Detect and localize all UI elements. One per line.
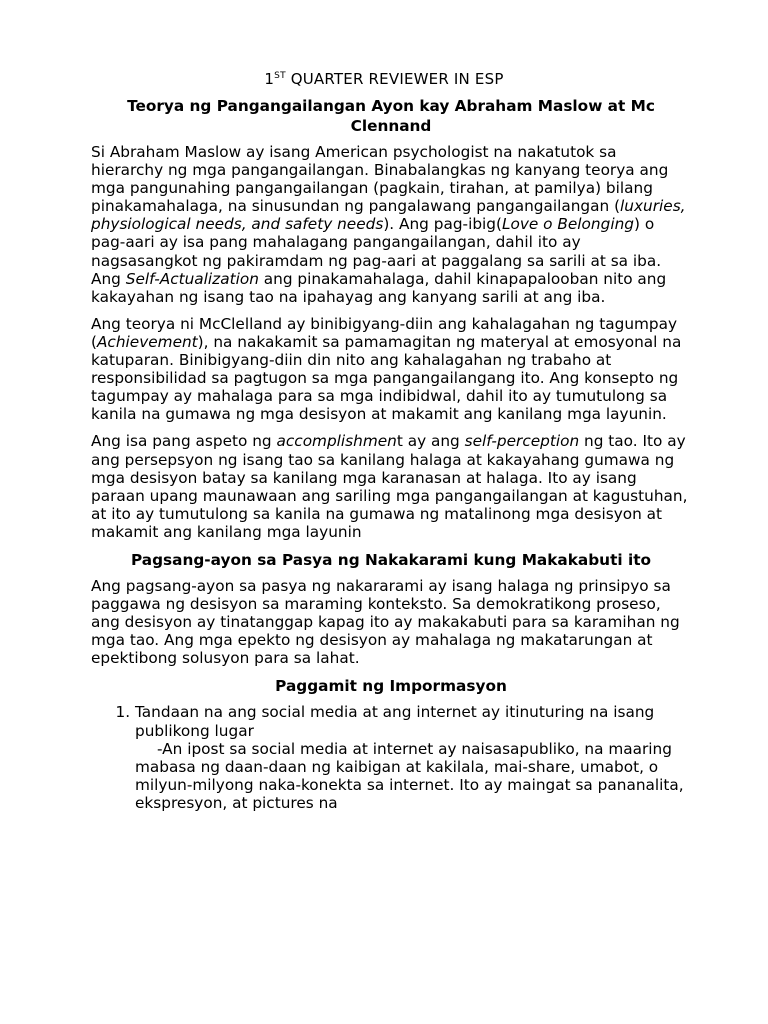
paragraph-self-perception: Ang isa pang aspeto ng accomplishment ay ang self-perception ng tao. Ito ay ang persepsyon ng isang tao sa kanilang halaga at kakayahang gumawa ng mga desisyon batay sa kanilang mga karanasan at halaga. Ito ay isang paraan upang maunawaan ang sariling mga pangangailangan at kagustuhan, at ito ay tumutulong sa kanila na gumawa ng matalinong mga desisyon at makamit ang kanilang mga layunin [91, 432, 688, 541]
paragraph-pagsang-ayon: Ang pagsang-ayon sa pasya ng nakararami ay isang halaga ng prinsipyo sa paggawa ng desisyon sa maraming konteksto. Sa demokratikong proseso, ang desisyon ay tinatanggap kapag ito ay makakabuti para sa karamihan ng mga tao. Ang mga epekto ng desisyon ay mahalaga ng makatarungan at epektibong solusyon para sa lahat. [91, 576, 680, 668]
document-title [0, 70, 768, 88]
list-item-detail: -An ipost sa social media at internet ay naisasapubliko, na maaring mabasa ng daan-daan ng kaibigan at kakilala, mai-share, umabot, o milyun-milyong naka-konekta sa internet. Ito ay maingat sa pananalita, ekspresyon, at pictures na [135, 739, 684, 812]
section-heading-impormasyon: Paggamit ng Impormasyon [275, 677, 507, 696]
title-text: QUARTER REVIEWER IN ESP [285, 70, 504, 88]
section-heading-pagsang-ayon: Pagsang-ayon sa Pasya ng Nakakarami kung Makakabuti ito [130, 550, 652, 569]
paragraph-mcclelland: Ang teorya ni McClelland ay binibigyang-diin ang kahalagahan ng tagumpay (Achievement), na nakakamit sa pamamagitan ng materyal at emosyonal na katuparan. Binibigyang-diin din nito ang kahalagahan ng trabaho at responsibilidad sa pagtugon sa mga pangangailangang ito. Ang konsepto ng tagumpay ay mahalaga para sa mga indibidwal, dahil ito ay tumutulong sa kanila na gumawa ng mga desisyon at makamit ang kanilang mga layunin. [91, 314, 682, 424]
document-body [91, 96, 691, 812]
section-heading-maslow: Teorya ng Pangangailangan Ayon kay Abraham Maslow at Mc Clennand [127, 97, 655, 135]
title-number: 1 [264, 70, 275, 88]
paragraph-maslow: Si Abraham Maslow ay isang American psychologist na nakatutok sa hierarchy ng mga pangangailangan. Binabalangkas ng kanyang teorya ang mga pangunahing pangangailangan (pagkain, tirahan, at pamilya) bilang pinakamahalaga, na sinusundan ng pangalawang pangangailangan (luxuries, physiological needs, and safety needs). Ang pag-ibig(Love o Belonging) o pag-aari ay isa pang mahalagang pangangailangan, dahil ito ay nagsasangkot ng pakiramdam ng pag-aari at paggalang sa sarili at sa iba. Ang Self-Actualization ang pinakamahalaga, dahil kinapapalooban nito ang kakayahan ng isang tao na ipahayag ang kanyang sarili at ang iba. [91, 143, 686, 306]
list-item-title: Tandaan na ang social media at ang internet ay itinuturing na isang publikong lugar [135, 703, 655, 740]
title-superscript: ST [274, 71, 286, 81]
list-item [135, 703, 691, 812]
numbered-list [91, 703, 691, 812]
